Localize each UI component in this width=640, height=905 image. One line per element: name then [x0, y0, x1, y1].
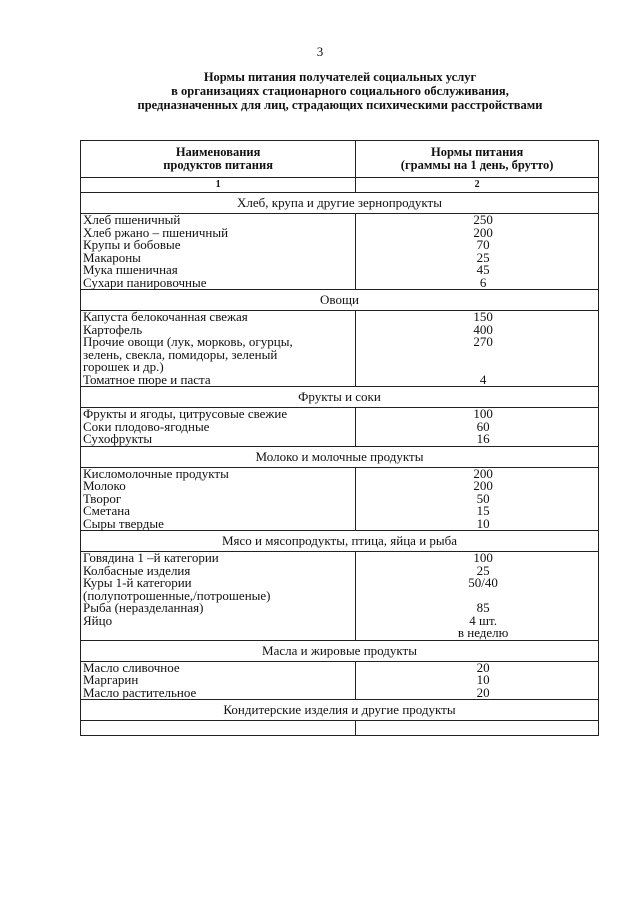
norm-value: 25	[476, 562, 490, 578]
norm-values-cell	[356, 661, 599, 700]
norm-value	[356, 349, 598, 362]
product-names-cell	[81, 311, 356, 387]
section-title: Кондитерские изделия и другие продукты	[81, 700, 599, 721]
section-row	[81, 193, 599, 214]
product-name: Куры 1-й категории	[83, 575, 192, 590]
norm-value: 16	[476, 431, 490, 446]
section-title: Мясо и мясопродукты, птица, яйца и рыба	[81, 531, 599, 552]
section-title: Фрукты и соки	[81, 387, 599, 408]
norm-values-cell	[356, 214, 599, 290]
norm-value: 20	[476, 684, 490, 700]
table-row	[81, 552, 599, 641]
column-number: 2	[356, 178, 599, 193]
empty-cell	[356, 721, 599, 736]
norm-value: 100	[473, 550, 493, 565]
norm-value: 20	[476, 659, 490, 675]
norm-value: 200	[473, 224, 493, 240]
section-row	[81, 290, 599, 311]
product-name: Колбасные изделия	[83, 562, 191, 578]
product-name: Сметана	[83, 503, 131, 518]
product-names-cell	[81, 467, 356, 531]
norm-value: 4	[479, 371, 487, 387]
product-names-cell	[81, 408, 356, 447]
norm-value: 60	[476, 418, 490, 434]
table-row	[81, 661, 599, 700]
product-name: Хлеб ржано – пшеничный	[83, 224, 229, 240]
norm-value: 250	[473, 212, 493, 227]
product-name	[81, 627, 355, 640]
norm-value: 4 шт.	[469, 612, 497, 628]
product-name: Молоко	[83, 478, 126, 493]
product-name: Яйцо	[83, 612, 113, 628]
table-body	[81, 193, 599, 736]
product-name: Сухари панировочные	[83, 274, 207, 290]
product-name: Кисломолочные продукты	[83, 465, 229, 481]
norm-values-cell	[356, 552, 599, 641]
column-number-row	[81, 178, 599, 193]
product-name: Фрукты и ягоды, цитрусовые свежие	[83, 406, 288, 421]
product-name: Сухофрукты	[83, 431, 153, 446]
norm-value: в неделю	[457, 625, 509, 640]
norm-value	[356, 361, 598, 374]
norm-value: 15	[476, 503, 490, 518]
product-names-cell	[81, 214, 356, 290]
product-name: Сыры твердые	[83, 515, 164, 531]
product-name: Картофель	[83, 321, 143, 337]
norm-value: 50	[476, 490, 490, 506]
empty-row	[81, 721, 599, 736]
product-name: Маргарин	[83, 672, 139, 687]
product-name: (полупотрошенные,/потрошеные)	[83, 587, 271, 603]
norm-values-cell	[356, 311, 599, 387]
title-line: предназначенных для лиц, страдающих психическими расстройствами	[137, 98, 543, 112]
norm-value: 85	[476, 600, 490, 615]
norm-value: 10	[476, 515, 490, 531]
title-line: в организациях стационарного социального обслуживания,	[171, 84, 509, 98]
header-product-name: Наименования продуктов питания	[81, 141, 356, 178]
page-number: 3	[316, 44, 324, 59]
section-row	[81, 387, 599, 408]
product-name: Прочие овощи (лук, морковь, огурцы,	[83, 334, 293, 349]
product-name: Томатное пюре и паста	[83, 371, 211, 387]
norm-value: 150	[473, 309, 493, 324]
table-row	[81, 311, 599, 387]
norm-value: 270	[473, 334, 493, 349]
empty-cell	[81, 721, 356, 736]
product-name: Крупы и бобовые	[83, 237, 181, 252]
table-row	[81, 408, 599, 447]
norm-values-cell	[356, 467, 599, 531]
product-names-cell	[81, 661, 356, 700]
product-name: Рыба (неразделанная)	[83, 600, 204, 615]
table-row	[81, 467, 599, 531]
product-name: горошек и др.)	[83, 359, 164, 374]
norm-value: 400	[473, 321, 493, 337]
product-name: Творог	[83, 490, 122, 506]
product-name: Соки плодово-ягодные	[83, 418, 210, 434]
product-name: Говядина 1 –й категории	[83, 550, 219, 565]
product-name: зелень, свекла, помидоры, зеленый	[83, 346, 278, 362]
table-row	[81, 214, 599, 290]
norm-value: 6	[479, 274, 487, 290]
norm-values-cell	[356, 408, 599, 447]
norm-value: 70	[476, 237, 490, 252]
norm-value: 45	[476, 262, 490, 277]
header-norm: Нормы питания (граммы на 1 день, брутто)	[356, 141, 599, 178]
section-row	[81, 446, 599, 467]
product-name: Капуста белокочанная свежая	[83, 309, 248, 324]
product-name: Мука пшеничная	[83, 262, 178, 277]
norm-value: 200	[473, 465, 493, 481]
section-row	[81, 700, 599, 721]
title-line: Нормы питания получателей социальных услуг	[203, 70, 477, 84]
product-name: Масло растительное	[83, 684, 197, 700]
norm-value: 25	[476, 249, 490, 265]
column-number: 1	[81, 178, 356, 193]
section-title: Хлеб, крупа и другие зернопродукты	[81, 193, 599, 214]
product-name: Хлеб пшеничный	[83, 212, 181, 227]
product-name: Масло сливочное	[83, 659, 180, 675]
section-title: Масла и жировые продукты	[81, 640, 599, 661]
norm-value: 50/40	[468, 575, 498, 590]
section-title: Овощи	[81, 290, 599, 311]
table-header-row	[81, 141, 599, 178]
section-title: Молоко и молочные продукты	[81, 446, 599, 467]
nutrition-norms-table	[80, 140, 599, 736]
norm-value: 10	[476, 672, 490, 687]
document-title	[60, 70, 620, 112]
norm-value: 100	[473, 406, 493, 421]
product-names-cell	[81, 552, 356, 641]
section-row	[81, 531, 599, 552]
norm-value: 200	[473, 478, 493, 493]
section-row	[81, 640, 599, 661]
product-name: Макароны	[83, 249, 141, 265]
